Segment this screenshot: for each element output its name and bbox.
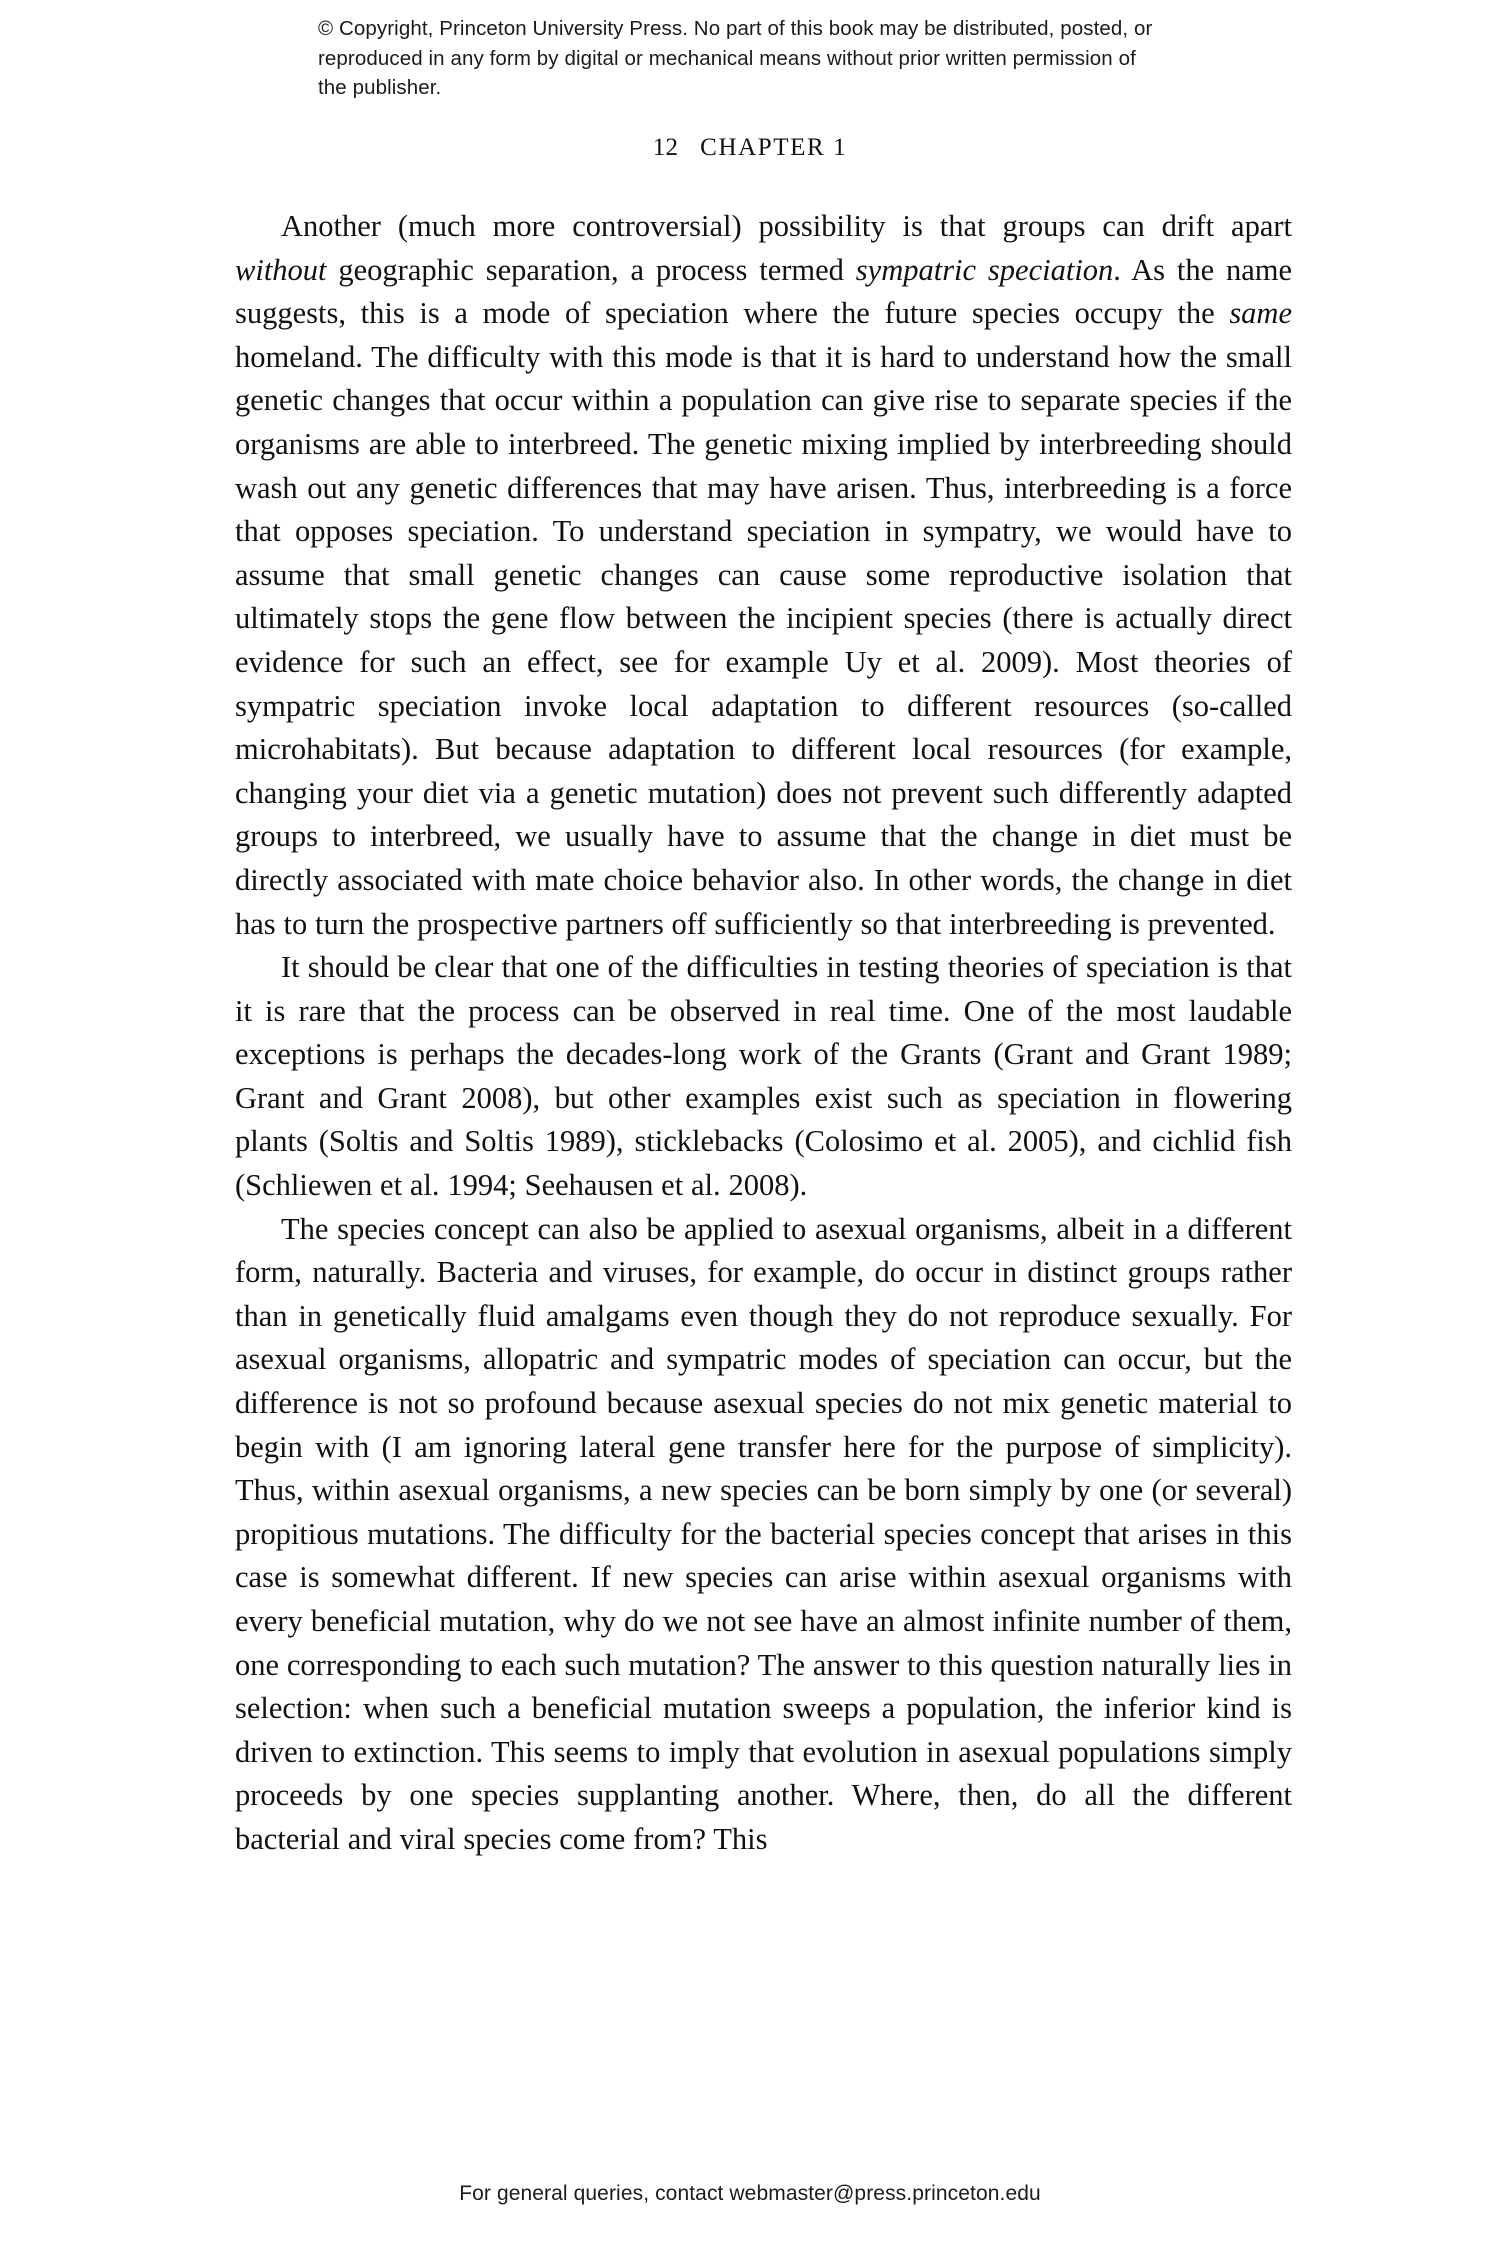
main-text-block [235,205,1292,1862]
italic-term-without: without [235,252,327,287]
running-head [0,134,1500,162]
body-paragraph-3: The species concept can also be applied to asexual organisms, albeit in a different form, naturally. Bacteria and viruses, for example, do occur in distinct groups rather than in genetically fluid amalgams even though they do not reproduce sexually. For asexual organisms, allopatric and sympatric modes of speciation can occur, but the difference is not so profound because asexual species do not mix genetic material to begin with (I am ignoring lateral gene transfer here for the purpose of simplicity). Thus, within asexual organisms, a new species can be born simply by one (or several) propitious mutations. The difficulty for the bacterial species concept that arises in this case is somewhat different. If new species can arise within asexual organisms with every beneficial mutation, why do we not see have an almost infinite number of them, one corresponding to each such mutation? The answer to this question naturally lies in selection: when such a beneficial mutation sweeps a population, the inferior kind is driven to extinction. This seems to imply that evolution in asexual populations simply proceeds by one species supplanting another. Where, then, do all the different bacterial and viral species come from? This [235,1211,1292,1856]
running-head-chapter-label: CHAPTER 1 [700,134,848,161]
body-paragraph-2: It should be clear that one of the difficulties in testing theories of speciation is that it is rare that the process can be observed in real time. One of the most laudable exceptions is perhaps the decades-long work of the Grants (Grant and Grant 1989; Grant and Grant 2008), but other examples exist such as speciation in flowering plants (Soltis and Soltis 1989), sticklebacks (Colosimo et al. 2005), and cichlid fish (Schliewen et al. 1994; Seehausen et al. 2008). [235,950,1292,1203]
body-paragraph-1: Another (much more controversial) possibility is that groups can drift apart without geographic separation, a process termed sympatric speciation. As the name suggests, this is a mode of speciation where the future species occupy the same homeland. The difficulty with this mode is that it is hard to understand how the small genetic changes that occur within a population can give rise to separate species if the organisms are able to interbreed. The genetic mixing implied by interbreeding should wash out any genetic differences that may have arisen. Thus, interbreeding is a force that opposes speciation. To understand speciation in sympatry, we would have to assume that small genetic changes can cause some reproductive isolation that ultimately stops the gene flow between the incipient species (there is actually direct evidence for such an effect, see for example Uy et al. 2009). Most theories of sympatric speciation invoke local adaptation to different resources (so-called microhabitats). But because adaptation to different local resources (for example, changing your diet via a genetic mutation) does not prevent such differently adapted groups to interbreed, we usually have to assume that the change in diet must be directly associated with mate choice behavior also. In other words, the change in diet has to turn the prospective partners off sufficiently so that interbreeding is prevented. [235,209,1293,941]
italic-term-same: same [1229,296,1292,331]
page-folio-number: 12 [652,134,679,161]
copyright-notice: © Copyright, Princeton University Press. No part of this book may be distributed, posted, or reproduced in any form by digital or mechanical means without prior written permission of the publisher. [318,17,1153,99]
footer-query-note: For general queries, contact webmaster@press.princeton.edu [459,2182,1041,2205]
italic-term-sympatric-speciation: sympatric speciation [855,252,1114,287]
